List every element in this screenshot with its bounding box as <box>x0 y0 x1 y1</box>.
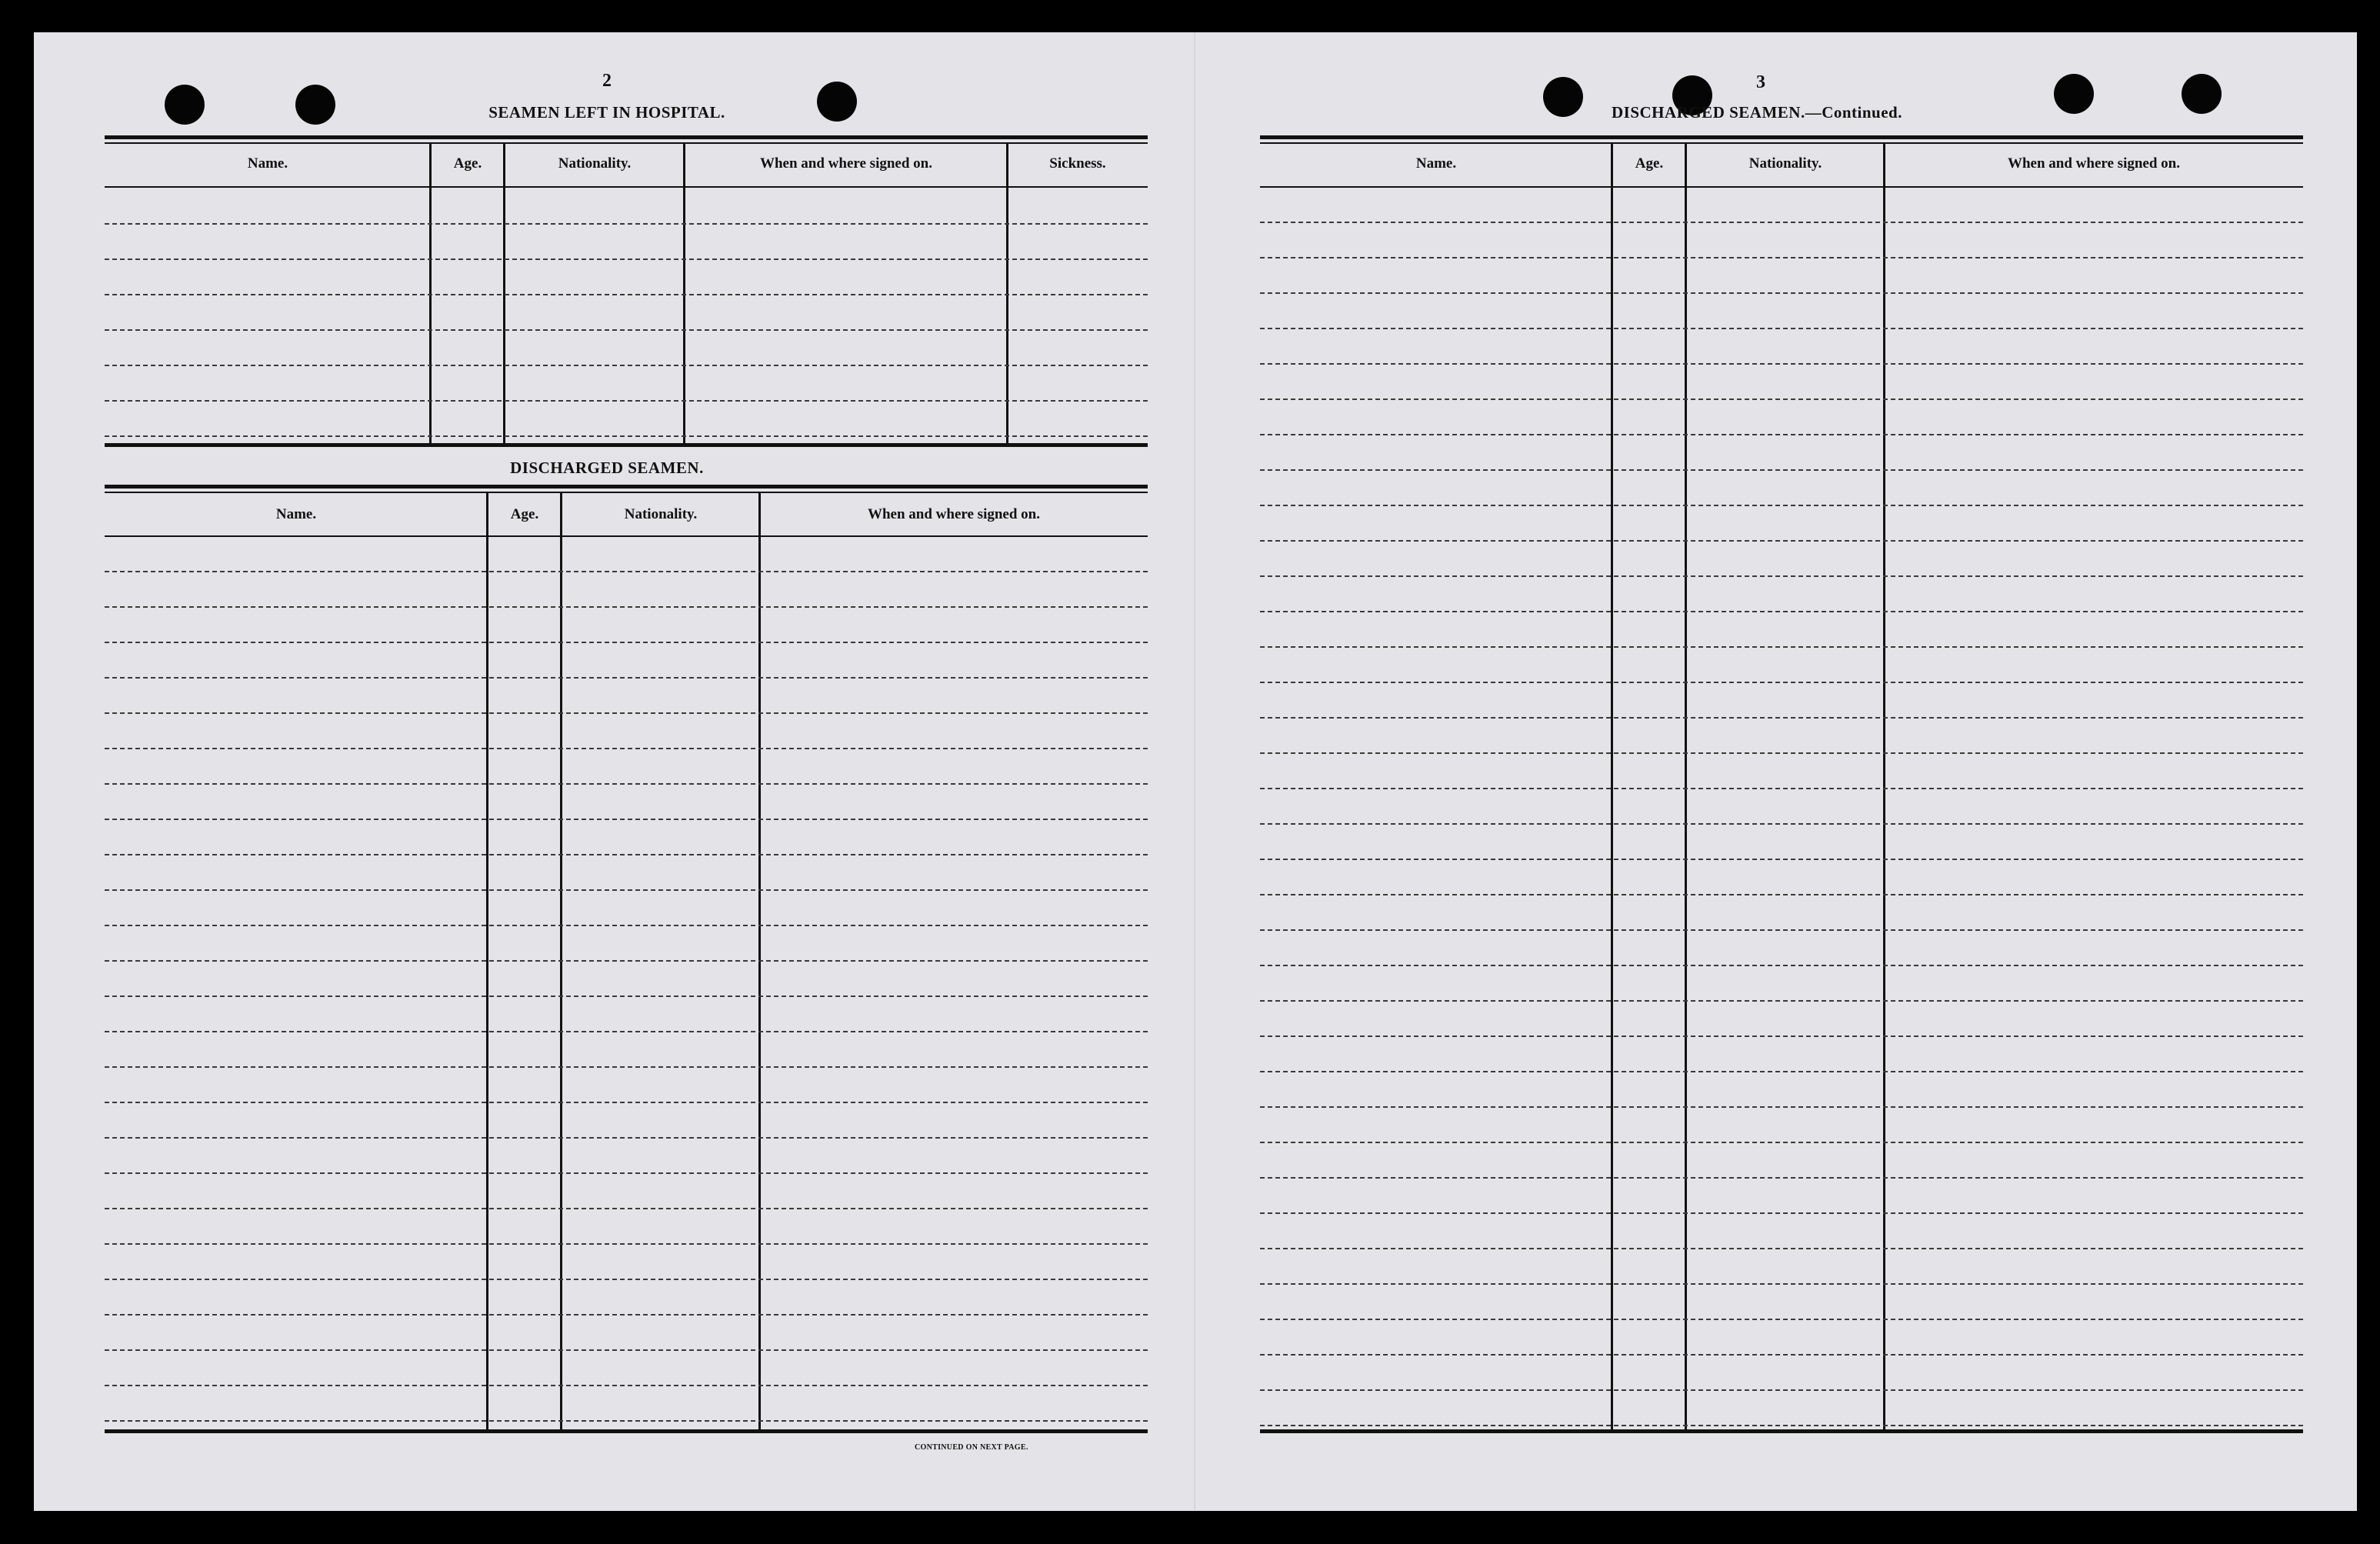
entry-row-line <box>105 1314 1148 1316</box>
entry-row-line <box>105 1420 1148 1422</box>
entry-row-line <box>1260 1035 2303 1037</box>
discharged-col-divider <box>486 493 488 1430</box>
entry-row-line <box>105 889 1148 891</box>
continued-col-divider <box>1883 144 1885 1430</box>
discharged-col-nationality: Nationality. <box>624 506 698 522</box>
continued-col-signed-on: When and where signed on. <box>2007 155 2180 172</box>
entry-row-line <box>105 960 1148 962</box>
continued-bottom-rule <box>1260 1429 2303 1433</box>
discharged-col-name: Name. <box>275 506 317 522</box>
entry-row-line <box>1260 434 2303 435</box>
discharged-top-rule <box>105 485 1148 489</box>
entry-row-line <box>1260 469 2303 471</box>
entry-row-line <box>1260 222 2303 223</box>
punch-hole <box>295 85 335 125</box>
entry-row-line <box>1260 328 2303 329</box>
entry-row-line <box>1260 1142 2303 1143</box>
entry-row-line <box>1260 1354 2303 1356</box>
discharged-continued-title: DISCHARGED SEAMEN.—Continued. <box>1612 103 1902 122</box>
discharged-section-title: DISCHARGED SEAMEN. <box>510 459 704 477</box>
continued-header-rule <box>1260 186 2303 188</box>
entry-row-line <box>1260 1319 2303 1320</box>
entry-row-line <box>1260 1389 2303 1391</box>
punch-hole <box>2182 74 2222 114</box>
entry-row-line <box>1260 752 2303 754</box>
entry-row-line <box>1260 1283 2303 1285</box>
entry-row-line <box>1260 717 2303 719</box>
continued-col-divider <box>1611 144 1613 1430</box>
continued-note: CONTINUED ON NEXT PAGE. <box>915 1443 1028 1452</box>
entry-row-line <box>105 1137 1148 1139</box>
continued-col-divider <box>1685 144 1687 1430</box>
hospital-col-age: Age. <box>453 155 482 172</box>
hospital-section-title: SEAMEN LEFT IN HOSPITAL. <box>488 103 725 122</box>
entry-row-line <box>105 365 1148 366</box>
entry-row-line <box>1260 611 2303 612</box>
entry-row-line <box>1260 1177 2303 1179</box>
entry-row-line <box>1260 1425 2303 1426</box>
entry-row-line <box>105 925 1148 926</box>
entry-row-line <box>1260 823 2303 825</box>
entry-row-line <box>105 642 1148 643</box>
entry-row-line <box>1260 929 2303 931</box>
entry-row-line <box>105 606 1148 608</box>
punch-hole <box>2054 74 2094 114</box>
entry-row-line <box>105 1031 1148 1032</box>
entry-row-line <box>105 1066 1148 1068</box>
entry-row-line <box>1260 257 2303 258</box>
hospital-top-rule <box>105 135 1148 139</box>
entry-row-line <box>105 995 1148 997</box>
discharged-col-divider <box>758 493 761 1430</box>
discharged-header-rule <box>105 535 1148 537</box>
discharged-top-rule-2 <box>105 492 1148 493</box>
discharged-bottom-rule <box>105 1429 1148 1433</box>
continued-top-rule-2 <box>1260 142 2303 144</box>
entry-row-line <box>1260 292 2303 294</box>
entry-row-line <box>105 1102 1148 1103</box>
entry-row-line <box>105 748 1148 749</box>
entry-row-line <box>105 1243 1148 1245</box>
entry-row-line <box>105 819 1148 820</box>
page-number: 2 <box>602 71 612 91</box>
entry-row-line <box>1260 399 2303 400</box>
entry-row-line <box>105 223 1148 225</box>
entry-row-line <box>1260 575 2303 577</box>
entry-row-line <box>1260 363 2303 365</box>
continued-col-nationality: Nationality. <box>1748 155 1822 172</box>
continued-top-rule <box>1260 135 2303 139</box>
hospital-header-rule <box>105 186 1148 188</box>
entry-row-line <box>105 677 1148 679</box>
entry-row-line <box>105 329 1148 331</box>
entry-row-line <box>105 1208 1148 1209</box>
entry-row-line <box>1260 646 2303 648</box>
entry-row-line <box>105 258 1148 260</box>
entry-row-line <box>1260 894 2303 895</box>
entry-row-line <box>105 783 1148 785</box>
hospital-col-name: Name. <box>247 155 288 172</box>
hospital-top-rule-2 <box>105 142 1148 144</box>
hospital-col-nationality: Nationality. <box>558 155 632 172</box>
entry-row-line <box>1260 1071 2303 1072</box>
entry-row-line <box>105 1385 1148 1386</box>
entry-row-line <box>105 400 1148 402</box>
document-sheet <box>34 32 2357 1511</box>
discharged-col-age: Age. <box>510 506 539 522</box>
page-fold <box>1194 32 1195 1511</box>
entry-row-line <box>1260 1106 2303 1108</box>
entry-row-line <box>1260 505 2303 506</box>
entry-row-line <box>1260 1000 2303 1002</box>
discharged-col-divider <box>560 493 562 1430</box>
discharged-col-signed-on: When and where signed on. <box>867 506 1040 522</box>
entry-row-line <box>105 1172 1148 1174</box>
entry-row-line <box>1260 965 2303 966</box>
hospital-col-signed-on: When and where signed on. <box>759 155 932 172</box>
entry-row-line <box>105 435 1148 437</box>
entry-row-line <box>1260 788 2303 789</box>
hospital-bottom-rule <box>105 443 1148 447</box>
entry-row-line <box>1260 682 2303 683</box>
punch-hole <box>165 85 205 125</box>
page-number: 3 <box>1756 72 1765 92</box>
entry-row-line <box>105 571 1148 572</box>
entry-row-line <box>1260 540 2303 542</box>
hospital-col-sickness: Sickness. <box>1049 155 1106 172</box>
entry-row-line <box>1260 1212 2303 1214</box>
entry-row-line <box>1260 859 2303 860</box>
entry-row-line <box>105 1279 1148 1280</box>
entry-row-line <box>105 854 1148 855</box>
entry-row-line <box>105 1349 1148 1351</box>
entry-row-line <box>1260 1248 2303 1249</box>
continued-col-name: Name. <box>1415 155 1457 172</box>
entry-row-line <box>105 712 1148 714</box>
entry-row-line <box>105 294 1148 295</box>
continued-col-age: Age. <box>1635 155 1664 172</box>
punch-hole <box>817 82 857 122</box>
